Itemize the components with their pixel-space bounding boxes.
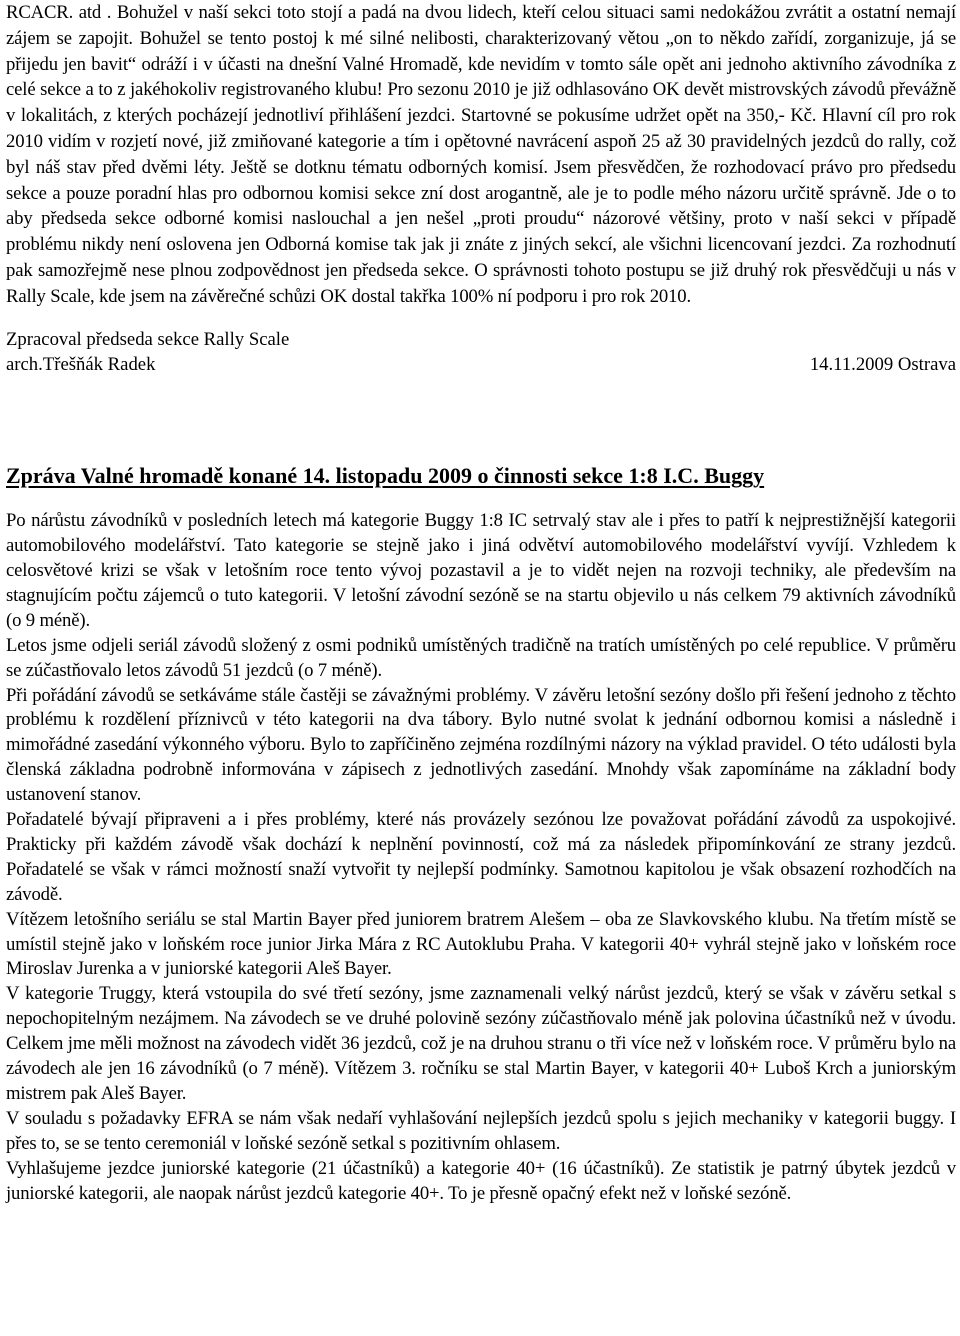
rally-scale-paragraph: RCACR. atd . Bohužel v naší sekci toto stojí a padá na dvou lidech, kteří celou situaci sami nedokážou zvrátit a ostatní nemají zájem se zapojit. Bohužel se tento postoj k mé silné nelibosti, charakterizovaný větou „on to někdo zařídí, zorganizuje, já se přijedu jen bavit“ odráží i v účasti na dnešní Valné Hromadě, kde nevidím v tomto sále opět ani jednoho aktivního závodníka z celé sekce a to z jakéhokoliv registrovaného klubu! Pro sezonu 2010 je již odhlasováno OK devět mistrovských závodů převážně v lokalitách, z kterých pocházejí jednotliví přihlášení jezdci. Startovné se pokusíme udržet opět na 350,- Kč. Hlavní cíl pro rok 2010 vidím v rozjetí nové, již zmiňované kategorie a tím i opětovné navrácení aspoň 25 až 30 pravidelných jezdců do rally, což byl náš stav před dvěmi léty. Ještě se dotknu tématu odborných komisí. Jsem přesvědčen, že rozhodovací právo pro předsedu sekce a pouze poradní hlas pro odbornou komisi sekce zní dost arogantně, ale je to podle mého názoru určitě správně. Jde o to aby předseda sekce odborné komisi naslouchal a jen nešel „proti proudu“ názorové většiny, proto v naší sekci v případě problému nikdy není oslovena jen Odborná komise tak jak ji znáte z jiných sekcí, ale všichni licencovaní jezdci. Za rozhodnutí pak samozřejmě nese plnou zodpovědnost jen předseda sekce. O správnosti tohoto postupu se již druhý rok přesvědčuji u nás v Rally Scale, kde jsem na závěrečné schůzi OK dostal takřka 100% ní podporu i pro rok 2010.: [6, 2, 956, 307]
section-spacer: [6, 378, 956, 462]
buggy-paragraph: Vítězem letošního seriálu se stal Martin Bayer před juniorem bratrem Alešem – oba ze Slavkovského klubu. Na třetím místě se umístil stejně jako v loňském roce junior Jirka Mára z RC Autoklubu Praha. V kategorii 40+ vyhrál stejně jako v loňském roce Miroslav Jurenka a v juniorské kategorii Aleš Bayer.: [6, 908, 956, 980]
buggy-paragraph: Při pořádání závodů se setkáváme stále častěji se závažnými problémy. V závěru letošní sezóny došlo při řešení jednoho z těchto problému k rozdělení příznivců v této kategorii na dva tábory. Bylo nutné svolat k jednání odbornou komisi a následně i mimořádné zasedání výkonného výboru. Bylo to zapříčiněno zejména rozdílnými názory na výklad pravidel. O této události byla členská základna podrobně informována v zápisech z jednotlivých zasedání. Mnohdy však zapomínáme na základní body ustanovení stanov.: [6, 684, 956, 806]
spacer: [6, 310, 956, 327]
spacer: [6, 490, 956, 509]
buggy-paragraph: V souladu s požadavky EFRA se nám však nedaří vyhlašování nejlepších jezdců spolu s jejich mechaniky v kategorii buggy. I přes to, se se tento ceremoniál v loňské sezóně setkal s pozitivním ohlasem.: [6, 1107, 956, 1154]
buggy-paragraph: Po nárůstu závodníků v posledních letech má kategorie Buggy 1:8 IC setrvalý stav ale i přes to patří k nejprestižnější kategorii automobilového modelářství. Tato kategorie se stejně jako i jiná odvětví automobilového modelářství vyvíjí. Vzhledem k celosvětové krizi se však v letošním roce tento vývoj pozastavil a je to vidět nejen na rozvoji techniky, ale především na stagnujícím počtu zájemců o tuto kategorii. V letošní závodní sezóně se na startu objevilo u nás celkem 79 aktivních závodníků (o 9 méně).: [6, 510, 956, 631]
buggy-paragraph: Letos jsme odjeli seriál závodů složený z osmi podniků umístěných tradičně na tratích umístěných po celé republice. V průměru se zúčastňovalo letos závodů 51 jezdců (o 7 méně).: [6, 634, 956, 681]
buggy-paragraph: Pořadatelé bývají připraveni a i přes problémy, které nás provázely sezónou lze považovat pořádání závodů za uspokojivé. Prakticky při každém závodě však dochází k neplnění povinností, což má za následek připomínkování ze strany jezdců. Pořadatelé se však v rámci možností snaží vytvořit ty nejlepší podmínky. Samotnou kapitolou je však obsazení rozhodčích na závodě.: [6, 809, 956, 905]
signature-block: [6, 327, 956, 379]
signature-row: [6, 352, 956, 378]
buggy-report-heading: Zpráva Valné hromadě konané 14. listopadu 2009 o činnosti sekce 1:8 I.C. Buggy: [6, 463, 765, 489]
signature-date-place: 14.11.2009 Ostrava: [809, 354, 956, 376]
document-page: [6, 0, 956, 1207]
signature-title: Zpracoval předseda sekce Rally Scale: [6, 328, 290, 350]
rally-scale-report-section: [6, 0, 956, 378]
buggy-paragraph: Vyhlašujeme jezdce juniorské kategorie (21 účastníků) a kategorie 40+ (16 účastníků). Ze statistik je patrný úbytek jezdců v juniorské kategorii, ale naopak nárůst jezdců kategorie 40+. To je přesně opačný efekt než v loňské sezóně.: [6, 1157, 956, 1204]
buggy-paragraph: V kategorie Truggy, která vstoupila do své třetí sezóny, jsme zaznamenali velký nárůst jezdců, který se však v závěru setkal s nepochopitelným nezájmem. Na závodech se ve druhé polovině sezóny zúčastňovalo méně jak polovina účastníků než v úvodu. Celkem jme měli možnost na závodech vidět 36 jezdců, což je na druhou stranu o tři více než v loňském roce. V průměru bylo na závodech ale jen 16 závodníků (o 7 méně). Vítězem 3. ročníku se stal Martin Bayer, v kategorii 40+ Luboš Krch a juniorským mistrem pak Aleš Bayer.: [6, 983, 956, 1104]
buggy-report-section: [6, 462, 956, 1206]
signature-name: arch.Třešňák Radek: [6, 354, 156, 376]
